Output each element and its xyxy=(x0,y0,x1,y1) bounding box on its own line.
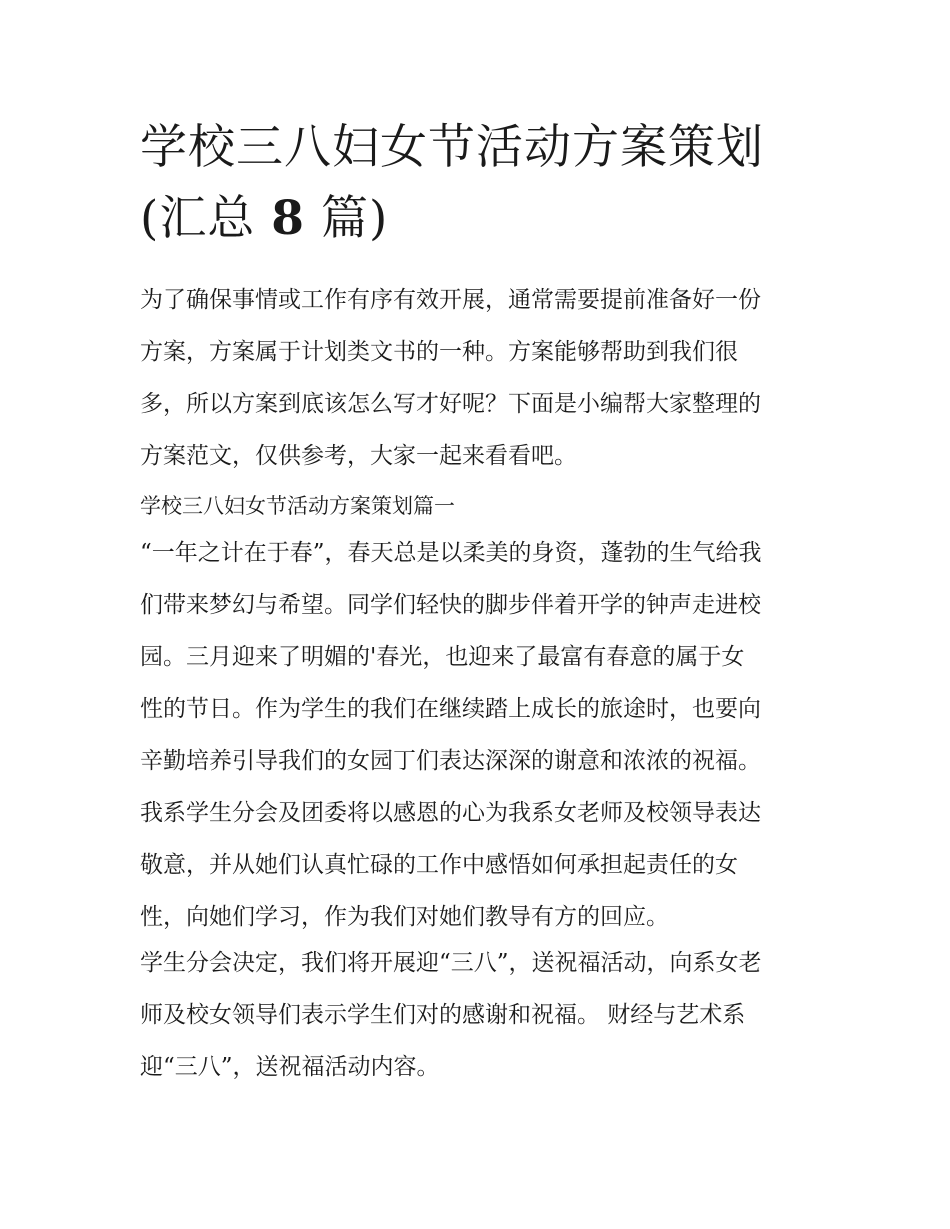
paragraph-1-line: 园。三月迎来了明媚的'春光，也迎来了最富有春意的属于女 xyxy=(140,644,745,670)
intro-line: 方案，方案属于计划类文书的一种。方案能够帮助到我们很 xyxy=(140,339,738,365)
paragraph-2-line: 迎“三八”，送祝福活动内容。 xyxy=(140,1054,440,1080)
paragraph-1-line: 性，向她们学习，作为我们对她们教导有方的回应。 xyxy=(140,904,669,930)
intro-line: 多，所以方案到底该怎么写才好呢？下面是小编帮大家整理的 xyxy=(140,391,761,417)
paragraph-2-line: 学生分会决定，我们将开展迎“三八”，送祝福活动，向系女老 xyxy=(140,950,762,976)
intro-line: 方案范文，仅供参考，大家一起来看看吧。 xyxy=(140,443,577,469)
paragraph-1-line: “一年之计在于春”，春天总是以柔美的身资，蓬勃的生气给我 xyxy=(140,540,762,566)
paragraph-1-line: 我系学生分会及团委将以感恩的心为我系女老师及校领导表达 xyxy=(140,800,761,826)
title-line-2-number: 8 xyxy=(271,191,305,246)
title-line-2-open: (汇总 xyxy=(140,191,256,246)
intro-line: 为了确保事情或工作有序有效开展，通常需要提前准备好一份 xyxy=(140,287,761,313)
paragraph-1-line: 敬意，并从她们认真忙碌的工作中感悟如何承担起责任的女 xyxy=(140,852,738,878)
paragraph-1-line: 性的节日。作为学生的我们在继续踏上成长的旅途时，也要向 xyxy=(140,696,761,722)
title-line-2-close: 篇) xyxy=(320,191,389,246)
title-line-1: 学校三八妇女节活动方案策划 xyxy=(140,120,764,175)
section-heading: 学校三八妇女节活动方案策划篇一 xyxy=(140,494,455,518)
paragraph-1-line: 们带来梦幻与希望。同学们轻快的脚步伴着开学的钟声走进校 xyxy=(140,592,761,618)
document-title xyxy=(140,112,840,254)
paragraph-2-line: 师及校女领导们表示学生们对的感谢和祝福。 财经与艺术系 xyxy=(140,1002,746,1028)
paragraph-1-line: 辛勤培养引导我们的女园丁们表达深深的谢意和浓浓的祝福。 xyxy=(140,748,761,774)
